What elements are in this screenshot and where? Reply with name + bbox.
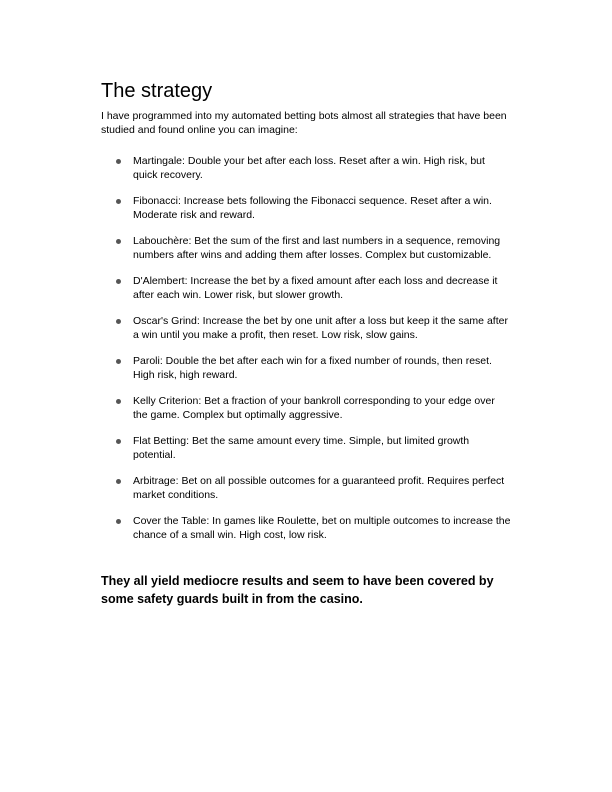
list-item — [101, 355, 511, 382]
bullet-icon — [116, 199, 121, 204]
strategy-text: Arbitrage: Bet on all possible outcomes for a guaranteed profit. Requires perfect market conditions. — [133, 475, 505, 501]
strategy-text: Martingale: Double your bet after each loss. Reset after a win. High risk, but quick recovery. — [133, 155, 485, 181]
list-item — [101, 475, 511, 502]
list-item — [101, 275, 511, 302]
strategy-text: Cover the Table: In games like Roulette, bet on multiple outcomes to increase the chance of a small win. High cost, low risk. — [133, 515, 511, 541]
bullet-icon — [116, 439, 121, 444]
bullet-icon — [116, 319, 121, 324]
bullet-icon — [116, 159, 121, 164]
list-item — [101, 395, 511, 422]
list-item — [101, 515, 511, 542]
bullet-icon — [116, 239, 121, 244]
bullet-icon — [116, 479, 121, 484]
bullet-icon — [116, 519, 121, 524]
strategy-text: Oscar's Grind: Increase the bet by one unit after a loss but keep it the same after a win until you make a profit, then reset. Low risk, slow gains. — [133, 315, 508, 341]
conclusion-paragraph: They all yield mediocre results and seem to have been covered by some safety guards built in from the casino. — [101, 574, 494, 606]
strategy-text: Kelly Criterion: Bet a fraction of your bankroll corresponding to your edge over the game. Complex but optimally aggressive. — [133, 395, 495, 421]
strategy-text: Paroli: Double the bet after each win for a fixed number of rounds, then reset. High risk, high reward. — [133, 355, 492, 381]
list-item — [101, 315, 511, 342]
intro-paragraph: I have programmed into my automated betting bots almost all strategies that have been studied and found online you can imagine: — [101, 110, 507, 136]
bullet-icon — [116, 279, 121, 284]
list-item — [101, 155, 511, 182]
bullet-icon — [116, 399, 121, 404]
list-item — [101, 195, 511, 222]
strategy-text: Flat Betting: Bet the same amount every time. Simple, but limited growth potential. — [133, 435, 470, 461]
document-page — [101, 78, 511, 608]
strategy-text: Fibonacci: Increase bets following the Fibonacci sequence. Reset after a win. Moderate risk and reward. — [133, 195, 492, 221]
strategy-list — [101, 155, 511, 542]
strategy-text: D'Alembert: Increase the bet by a fixed amount after each loss and decrease it after each win. Lower risk, but slower growth. — [133, 275, 498, 301]
strategy-text: Labouchère: Bet the sum of the first and last numbers in a sequence, removing numbers after wins and adding them after losses. Complex but customizable. — [133, 235, 501, 261]
list-item — [101, 235, 511, 262]
page-title: The strategy — [101, 80, 213, 102]
bullet-icon — [116, 359, 121, 364]
list-item — [101, 435, 511, 462]
